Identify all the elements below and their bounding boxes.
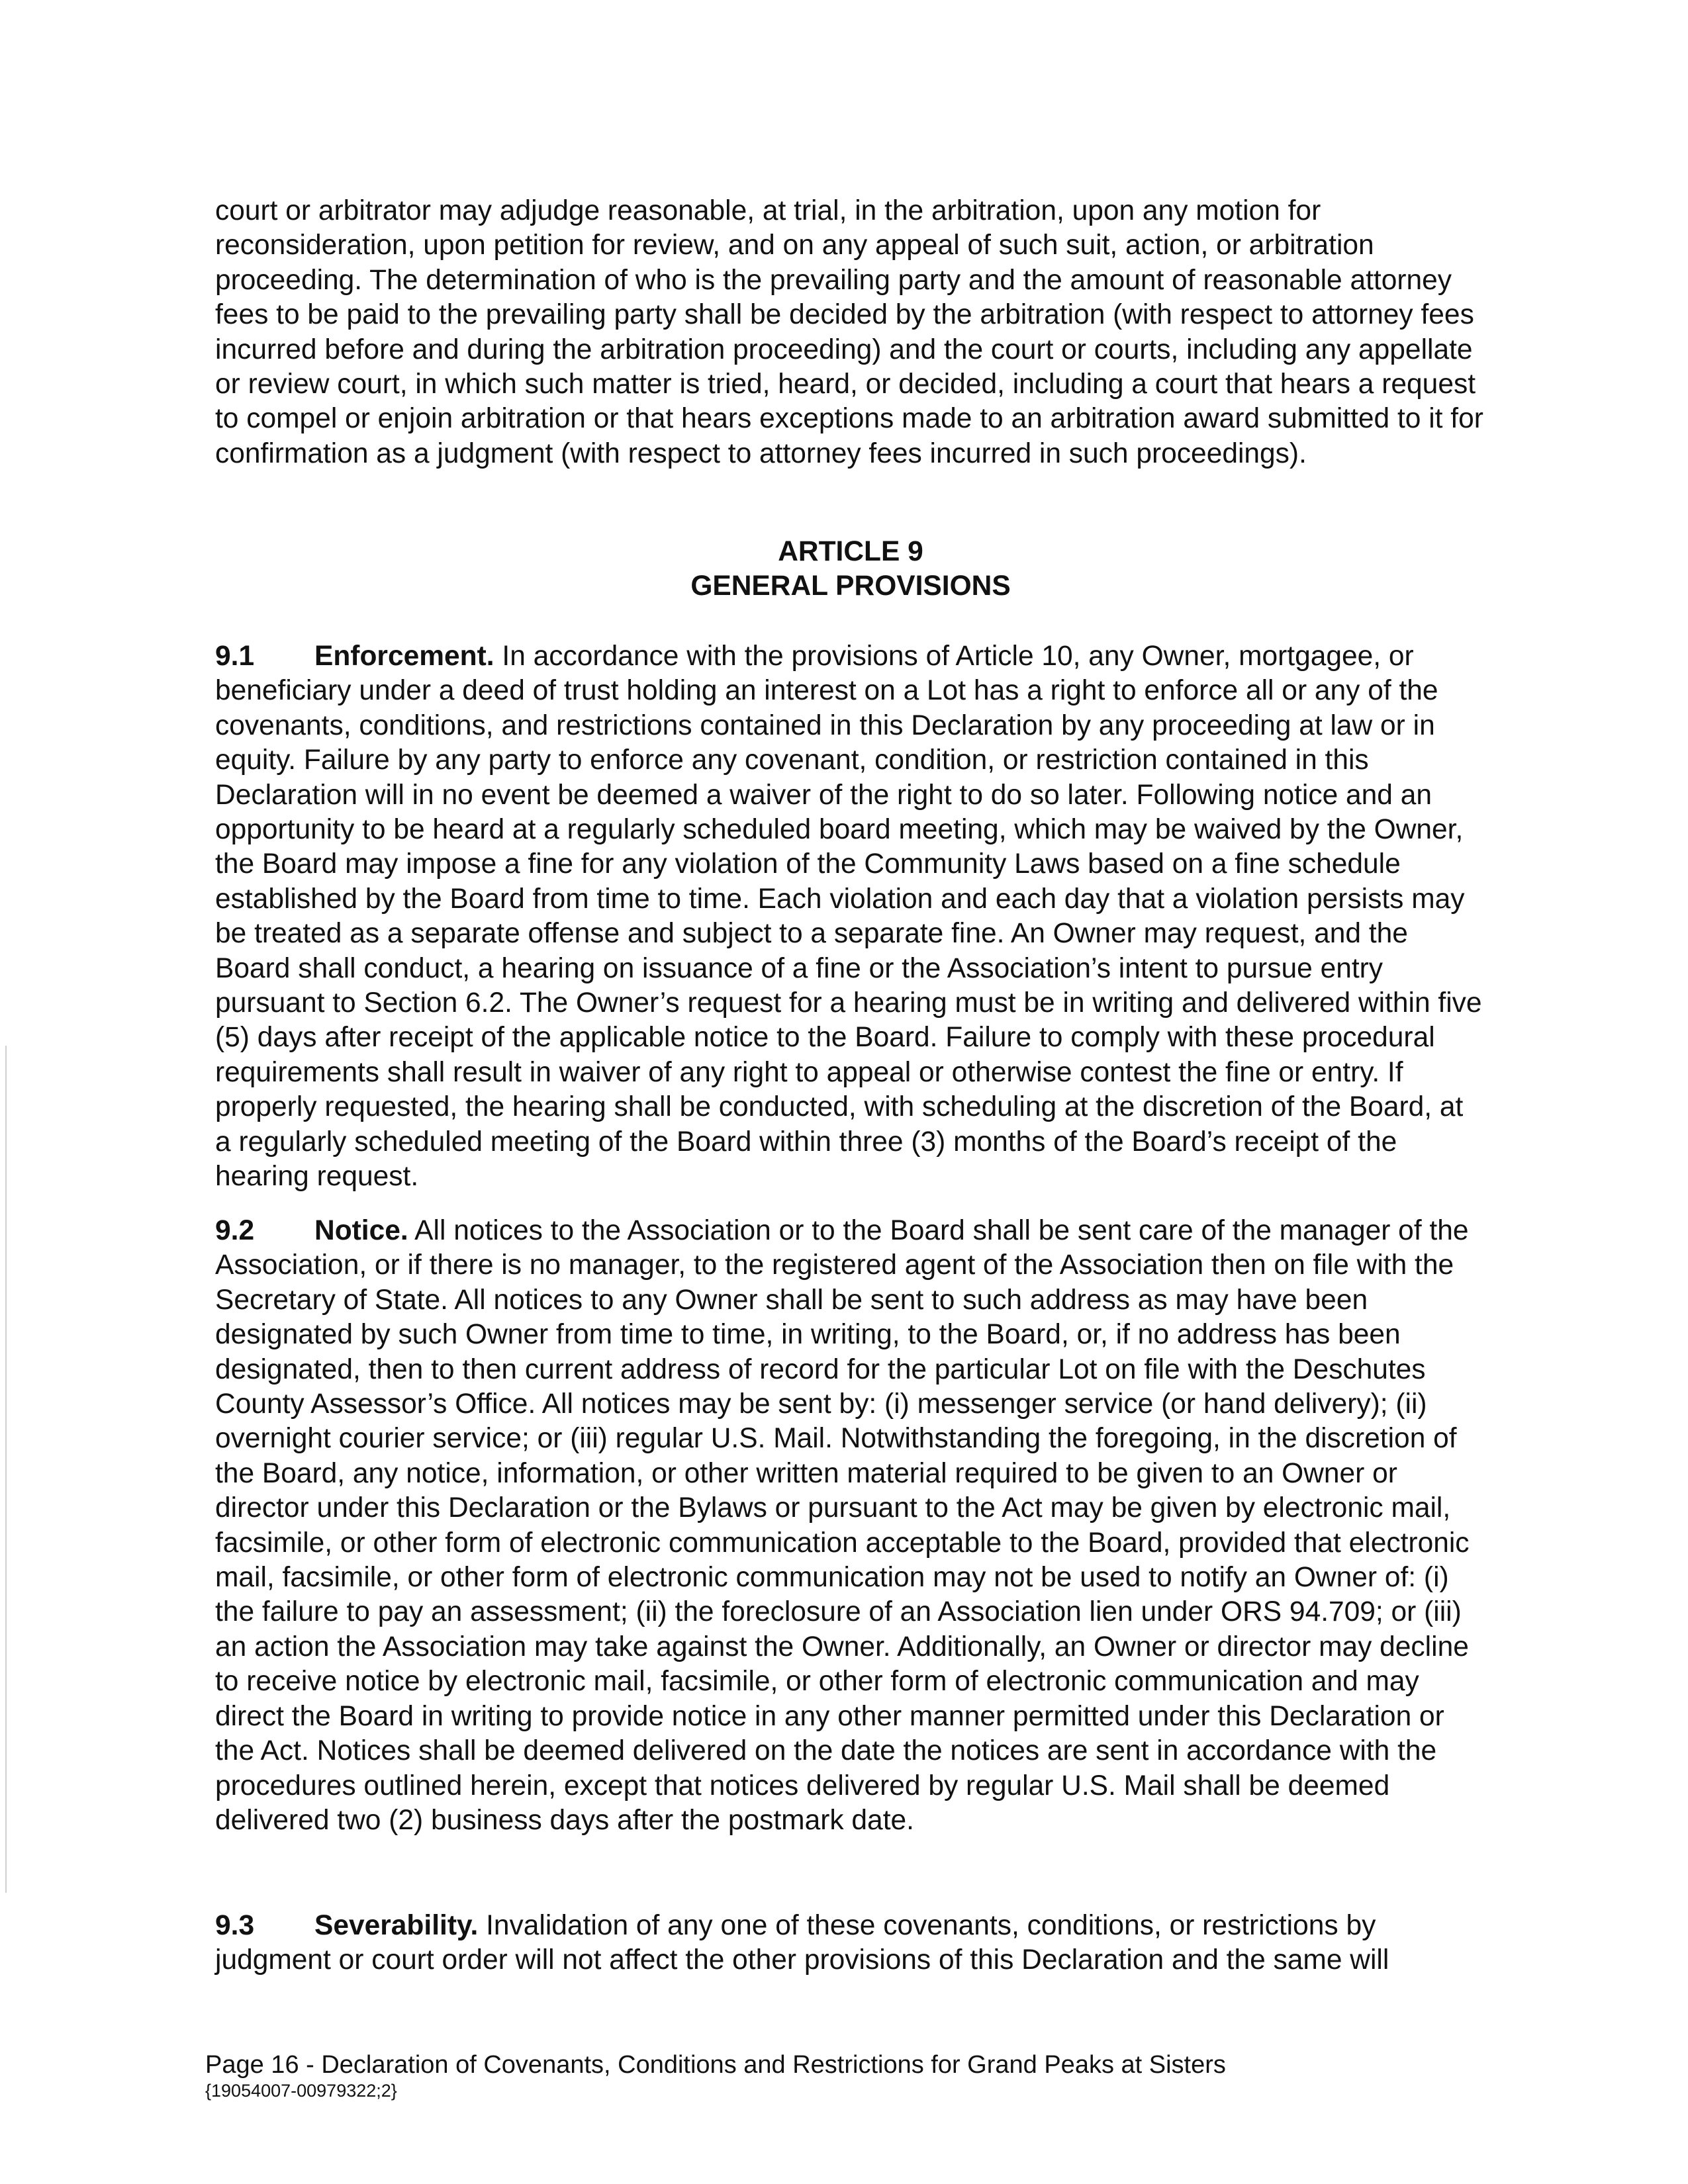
section-notice bbox=[215, 1214, 1486, 1838]
section-title: Notice. bbox=[314, 1215, 408, 1246]
page-footer: Page 16 - Declaration of Covenants, Conditions and Restrictions for Grand Peaks at Sisters bbox=[205, 2051, 1226, 2079]
section-number: 9.3 bbox=[215, 1910, 255, 1941]
section-text: Invalidation of any one of these covenants, conditions, or restrictions by judgment or court order will not affect the other provisions of this Declaration and the same will bbox=[215, 1910, 1389, 1976]
section-text: All notices to the Association or to the Board shall be sent care of the manager of the Association, or if there is no manager, to the registered agent of the Association then on file with the Secretary of State. All notices to any Owner shall be sent to such address as may have been designated by such Owner from time to time, in writing, to the Board, or, if no address has been designated, then to then current address of record for the particular Lot on file with the Deschutes County Assessor’s Office. All notices may be sent by: (i) messenger service (or hand delivery); (ii) overnight courier service; or (iii) regular U.S. Mail. Notwithstanding the foregoing, in the discretion of the Board, any notice, information, or other written material required to be given to an Owner or director under this Declaration or the Bylaws or pursuant to the Act may be given by electronic mail, facsimile, or other form of electronic communication acceptable to the Board, provided that electronic mail, facsimile, or other form of electronic communication may not be used to notify an Owner of: (i) the failure to pay an assessment; (ii) the foreclosure of an Association lien under ORS 94.709; or (iii) an action the Association may take against the Owner. Additionally, an Owner or director may decline to receive notice by electronic mail, facsimile, or other form of electronic communication and may direct the Board in writing to provide notice in any other manner permitted under this Declaration or the Act. Notices shall be deemed delivered on the date the notices are sent in accordance with the procedures outlined herein, except that notices delivered by regular U.S. Mail shall be deemed delivered two (2) business days after the postmark date. bbox=[215, 1215, 1470, 1836]
document-id: {19054007-00979322;2} bbox=[205, 2081, 397, 2101]
section-severability bbox=[215, 1909, 1486, 1978]
article-number: ARTICLE 9 bbox=[778, 536, 923, 567]
section-enforcement bbox=[215, 639, 1486, 1195]
section-title: Severability. bbox=[314, 1910, 479, 1941]
section-number: 9.2 bbox=[215, 1215, 255, 1246]
section-title: Enforcement. bbox=[314, 641, 494, 672]
section-number: 9.1 bbox=[215, 641, 255, 672]
continuation-paragraph: court or arbitrator may adjudge reasonable, at trial, in the arbitration, upon any motion for reconsideration, upon petition for review, and on any appeal of such suit, action, or arbitration proceeding. The determination of who is the prevailing party and the amount of reasonable attorney fees to be paid to the prevailing party shall be decided by the arbitration (with respect to attorney fees incurred before and during the arbitration proceeding) and the court or courts, including any appellate or review court, in which such matter is tried, heard, or decided, including a court that hears a request to compel or enjoin arbitration or that hears exceptions made to an arbitration award submitted to it for confirmation as a judgment (with respect to attorney fees incurred in such proceedings). bbox=[215, 195, 1483, 469]
scan-edge-line bbox=[5, 1046, 7, 1893]
article-title: GENERAL PROVISIONS bbox=[690, 570, 1011, 602]
section-text: In accordance with the provisions of Article 10, any Owner, mortgagee, or beneficiary under a deed of trust holding an interest on a Lot has a right to enforce all or any of the covenants, conditions, and restrictions contained in this Declaration by any proceeding at law or in equity. Failure by any party to enforce any covenant, condition, or restriction contained in this Declaration will in no event be deemed a waiver of the right to do so later. Following notice and an opportunity to be heard at a regularly scheduled board meeting, which may be waived by the Owner, the Board may impose a fine for any violation of the Community Laws based on a fine schedule established by the Board from time to time. Each violation and each day that a violation persists may be treated as a separate offense and subject to a separate fine. An Owner may request, and the Board shall conduct, a hearing on issuance of a fine or the Association’s intent to pursue entry pursuant to Section 6.2. The Owner’s request for a hearing must be in writing and delivered within five (5) days after receipt of the applicable notice to the Board. Failure to comply with these procedural requirements shall result in waiver of any right to appeal or otherwise contest the fine or entry. If properly requested, the hearing shall be conducted, with scheduling at the discretion of the Board, at a regularly scheduled meeting of the Board within three (3) months of the Board’s receipt of the hearing request. bbox=[215, 641, 1482, 1193]
